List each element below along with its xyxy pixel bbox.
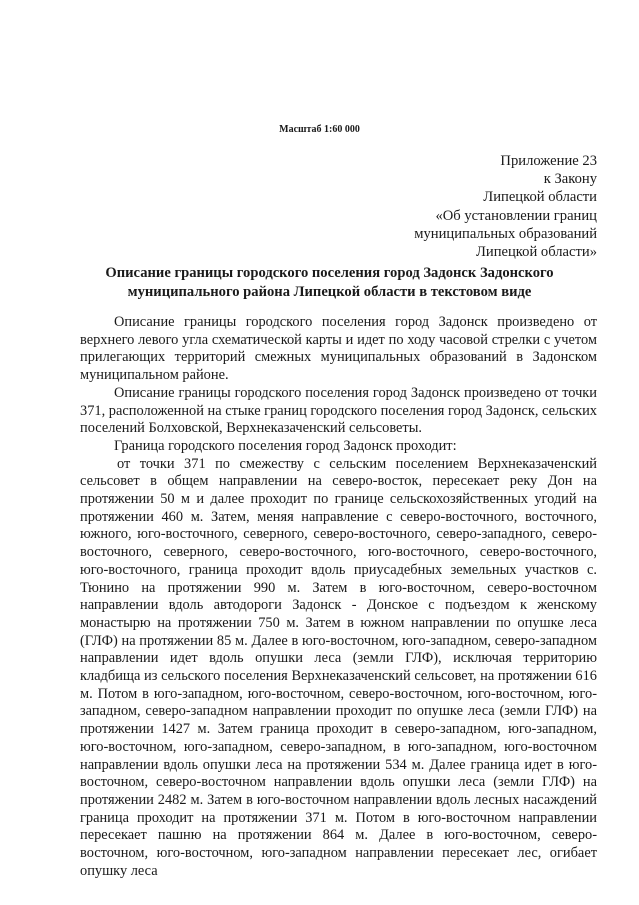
body-paragraph: от точки 371 по смежеству с сельским поселением Верхнеказаченский сельсовет в общем направлении на северо-восток, пересекает реку Дон на протяжении 50 м и далее проходит по границе сельскохозяйственных угодий на протяжении 460 м. Затем, меняя направление с северо-восточного, восточного, южного, юго-восточного, северного, северо-восточного, северо-западного, северо-восточного, северного, северо-восточного, юго-восточного, северо-восточного, юго-восточного, граница проходит вдоль приусадебных земельных участков с. Тюнино на протяжении 990 м. Затем в юго-восточном, северо-восточном направлении вдоль автодороги Задонск - Донское с подъездом к женскому монастырю на протяжении 750 м. Затем в южном направлении по опушке леса (ГЛФ) на протяжении 85 м. Далее в юго-восточном, юго-западном, северо-западном направлении идет вдоль опушки леса (земли ГЛФ), исключая территорию кладбища из сельского поселения Верхнеказаченский сельсовет, на протяжении 616 м. Потом в юго-западном, юго-восточном, северо-восточном, юго-восточном, юго-западном, северо-западном направлении проходит по опушке леса (земли ГЛФ) на протяжении 1427 м. Затем граница проходит в северо-западном, юго-западном, юго-восточном, юго-западном, северо-западном, в юго-западном, юго-восточном направлении вдоль опушки леса на протяжении 534 м. Далее граница идет в юго-восточном, северо-восточном направлении вдоль опушки леса (земли ГЛФ) на протяжении 2482 м. Затем в юго-восточном направлении вдоль лесных насаждений граница проходит на протяжении 371 м. Потом в юго-восточном направлении пересекает пашню на протяжении 864 м. Далее в юго-восточном, северо-восточном, юго-восточном, юго-западном направлении пересекает лес, огибает опушку леса: [80, 455, 597, 879]
map-scale-label: Масштаб 1:60 000: [279, 124, 360, 135]
title-line: Описание границы городского поселения город Задонск Задонского: [105, 265, 554, 281]
title-line: муниципального района Липецкой области в текстовом виде: [127, 284, 532, 300]
body-paragraph: Описание границы городского поселения город Задонск произведено от точки 371, расположенной на стыке границ городского поселения город Задонск, сельских поселений Болховской, Верхнеказаченский сельсоветы.: [80, 384, 597, 437]
body-paragraph: Описание границы городского поселения город Задонск произведено от верхнего левого угла схематической карты и идет по ходу часовой стрелки с учетом прилегающих территорий смежных муниципальных образований в Задонском муниципальном районе.: [80, 314, 597, 384]
document-title: [60, 264, 599, 302]
appendix-line: к Закону: [543, 171, 597, 188]
appendix-block: [414, 152, 597, 261]
body-paragraph: Граница городского поселения город Задонск проходит:: [114, 437, 457, 454]
appendix-line: Липецкой области: [483, 189, 597, 206]
appendix-line: муниципальных образований: [414, 225, 597, 242]
appendix-line: «Об установлении границ: [435, 207, 597, 224]
document-body: [80, 314, 597, 881]
appendix-line: Липецкой области»: [476, 244, 597, 261]
appendix-line: Приложение 23: [500, 153, 597, 169]
